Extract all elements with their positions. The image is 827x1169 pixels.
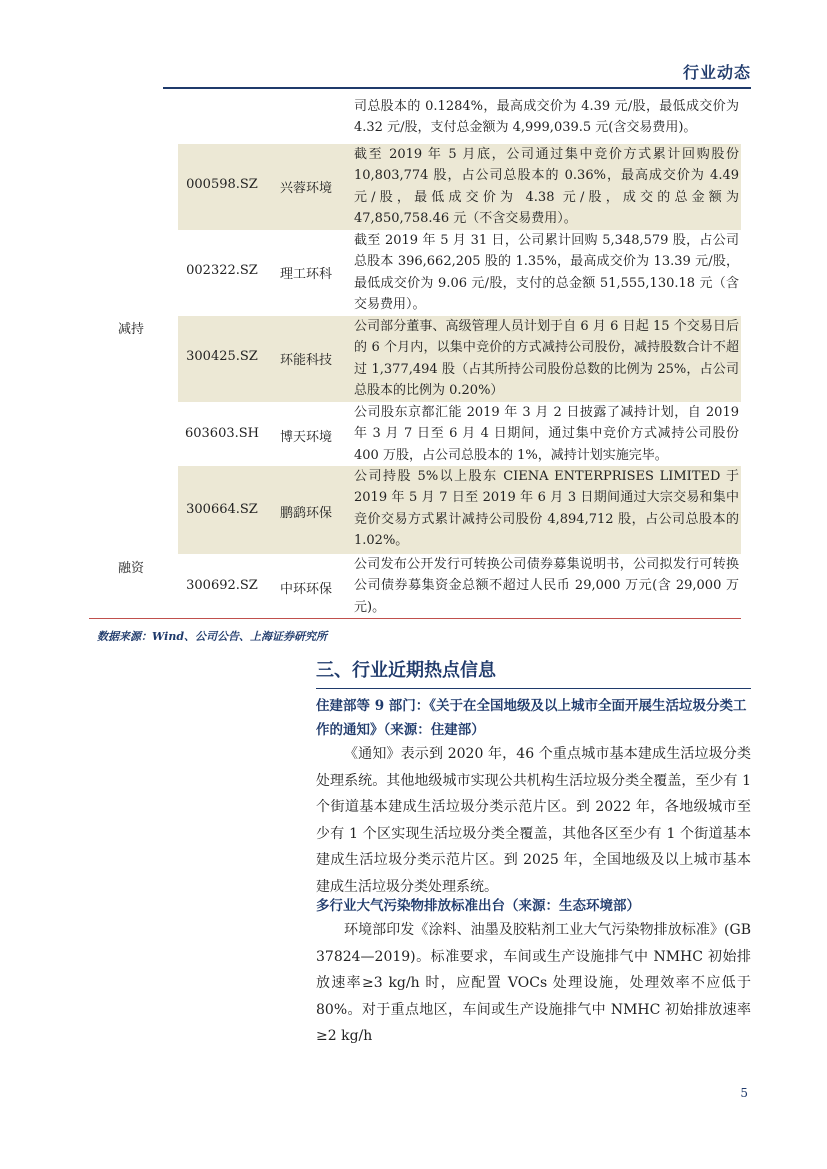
row-description: 公司持股 5%以上股东 CIENA ENTERPRISES LIMITED 于 2019 年 5 月 7 日至 2019 年 6 月 3 日期间通过大宗交易和集中竞价交易方式累计减持公司股份 4,894,712 股，占公司总股本的 1.02%。	[354, 469, 739, 548]
stock-code: 300425.SZ	[186, 349, 258, 364]
table-row	[178, 230, 741, 316]
row-description: 截至 2019 年 5 月底，公司通过集中竞价方式累计回购股份 10,803,774 股，占公司总股本的 0.36%，最高成交价为 4.49 元/股，最低成交价为 4.38 元/股，成交的总金额为 47,850,758.46 元（不含交易费用）。	[354, 147, 739, 226]
company-name: 环能科技	[279, 353, 332, 368]
row-description: 公司部分董事、高级管理人员计划于自 6 月 6 日起 15 个交易日后的 6 个月内，以集中竞价的方式减持公司股份，减持股数合计不超过 1,377,494 股（占其所持公司股份总数的比例为 25%，占公司总股本的比例为 0.20%）	[354, 319, 739, 398]
row-description: 公司发布公开发行可转换公司债券募集说明书，公司拟发行可转换公司债券募集资金总额不超过人民币 29,000 万元(含 29,000 万元)。	[354, 557, 739, 615]
news-body: 环境部印发《涂料、油墨及胶粘剂工业大气污染物排放标准》(GB 37824—2019)。标准要求，车间或生产设施排气中 NMHC 初始排放速率≥3 kg/h 时，应配置 VOCs 处理设施，处理效率不应低于 80%。对于重点地区，车间或生产设施排气中 NMHC 初始排放速率≥2 kg/h	[316, 922, 751, 1044]
table-bottom-rule	[89, 618, 741, 619]
row-description: 公司股东京都汇能 2019 年 3 月 2 日披露了减持计划，自 2019 年 3 月 7 日至 6 月 4 日期间，通过集中竞价方式减持公司股份 400 万股，占公司总股本的 1%，减持计划实施完毕。	[354, 405, 739, 463]
company-name: 博天环境	[279, 430, 332, 445]
news-body: 《通知》表示到 2020 年，46 个重点城市基本建成生活垃圾分类处理系统。其他地级城市实现公共机构生活垃圾分类全覆盖，至少有 1 个街道基本建成生活垃圾分类示范片区。到 2022 年，各地级城市至少有 1 个区实现生活垃圾分类全覆盖，其他各区至少有 1 个街道基本建成生活垃圾分类示范片区。到 2025 年，全国地级及以上城市基本建成生活垃圾分类处理系统。	[316, 746, 751, 895]
row-description: 截至 2019 年 5 月 31 日，公司累计回购 5,348,579 股，占公司总股本 396,662,205 股的 1.35%，最高成交价为 13.39 元/股，最低成交价为 9.06 元/股，支付的总金额 51,555,130.18 元（含交易费用）。	[354, 233, 739, 312]
stock-code: 000598.SZ	[186, 177, 258, 192]
section-title: 三、行业近期热点信息	[316, 660, 496, 681]
company-name: 兴蓉环境	[279, 181, 332, 196]
row-description: 司总股本的 0.1284%，最高成交价为 4.39 元/股，最低成交价为 4.32 元/股，支付总金额为 4,999,039.5 元(含交易费用)。	[354, 99, 739, 136]
table-row-continuation	[178, 96, 741, 144]
page-number: 5	[740, 1086, 748, 1100]
section-rule	[316, 688, 751, 689]
stock-code: 002322.SZ	[186, 263, 258, 278]
table-row	[178, 466, 741, 554]
header-title: 行业动态	[682, 63, 751, 82]
stock-code: 300664.SZ	[186, 502, 258, 517]
category-finance: 融资	[118, 561, 145, 576]
company-name: 中环环保	[279, 582, 332, 597]
category-reduce: 减持	[118, 322, 145, 337]
company-name: 鹏鹞环保	[279, 506, 332, 521]
table-row	[178, 402, 741, 466]
table-row	[178, 554, 741, 618]
header-rule	[163, 87, 751, 89]
stock-code: 603603.SH	[184, 426, 259, 441]
table-source: 数据来源：Wind、公司公告、上海证券研究所	[97, 630, 328, 643]
table-row	[178, 316, 741, 402]
news-headline: 住建部等 9 部门：《关于在全国地级及以上城市全面开展生活垃圾分类工作的通知》（来源：住建部）	[316, 698, 747, 738]
company-name: 理工环科	[279, 267, 332, 282]
stock-code: 300692.SZ	[186, 578, 258, 593]
table-row	[178, 144, 741, 230]
news-headline: 多行业大气污染物排放标准出台（来源：生态环境部）	[316, 898, 640, 914]
